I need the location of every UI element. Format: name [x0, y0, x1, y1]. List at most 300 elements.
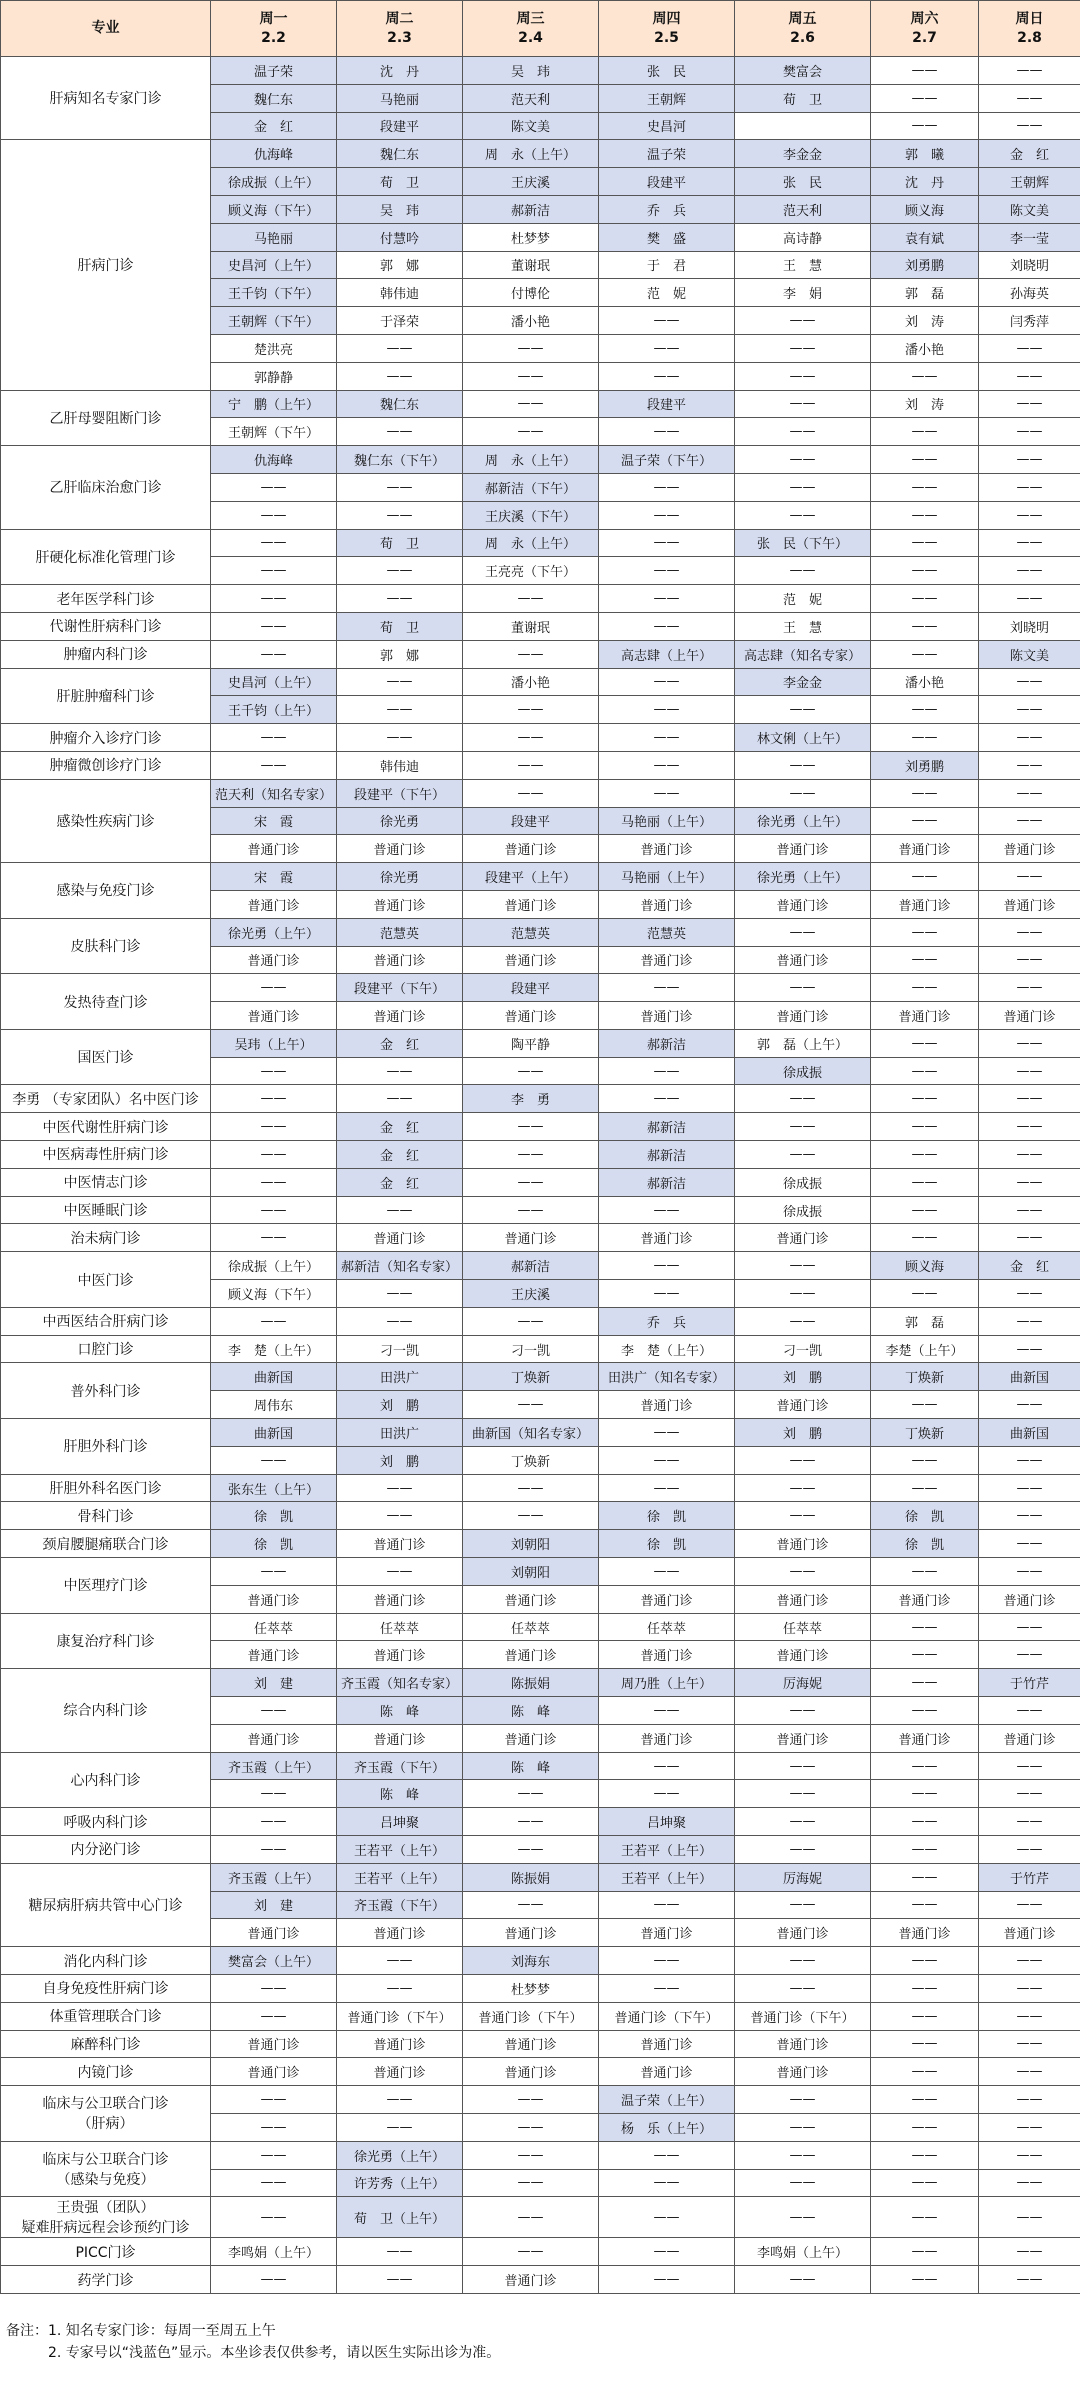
- day-date: 2.4: [518, 29, 543, 46]
- expert-slot: 刘 鹏: [337, 1391, 463, 1419]
- schedule-cell: ——: [979, 724, 1080, 752]
- day-name: 周二: [385, 10, 414, 27]
- table-row: [1, 1836, 1080, 1864]
- schedule-cell: ——: [211, 2141, 337, 2169]
- schedule-cell: 李 楚（上午）: [599, 1335, 735, 1363]
- schedule-cell: ——: [979, 1502, 1080, 1530]
- schedule-cell: ——: [211, 1168, 337, 1196]
- expert-slot: 金 红: [211, 112, 337, 140]
- schedule-cell: ——: [211, 1141, 337, 1169]
- schedule-cell: ——: [337, 1502, 463, 1530]
- expert-slot: 丁焕新: [871, 1419, 979, 1447]
- schedule-cell: ——: [211, 1780, 337, 1808]
- table-row: [1, 2238, 1080, 2266]
- schedule-cell: ——: [599, 2169, 735, 2197]
- specialty-name: 骨科门诊: [1, 1502, 211, 1530]
- schedule-cell: ——: [979, 2266, 1080, 2294]
- schedule-cell: ——: [735, 1891, 871, 1919]
- schedule-cell: 普通门诊: [735, 1641, 871, 1669]
- schedule-cell: ——: [979, 2141, 1080, 2169]
- day-date: 2.2: [261, 29, 286, 46]
- schedule-cell: 李楚（上午）: [871, 1335, 979, 1363]
- schedule-cell: 普通门诊: [463, 1724, 599, 1752]
- schedule-cell: ——: [871, 529, 979, 557]
- schedule-cell: ——: [211, 2002, 337, 2030]
- schedule-cell: 普通门诊: [463, 946, 599, 974]
- schedule-cell: ——: [599, 529, 735, 557]
- expert-slot: 曲新国: [211, 1419, 337, 1447]
- schedule-cell: ——: [599, 724, 735, 752]
- specialty-header: 专业: [1, 1, 211, 57]
- schedule-cell: ——: [979, 1168, 1080, 1196]
- expert-slot: 陈 峰: [337, 1697, 463, 1725]
- schedule-cell: 顾义海（下午）: [211, 1280, 337, 1308]
- schedule-cell: ——: [211, 612, 337, 640]
- specialty-name: 王贵强（团队） 疑难肝病远程会诊预约门诊: [1, 2197, 211, 2238]
- expert-slot: 金 红: [337, 1168, 463, 1196]
- table-row: [1, 1307, 1080, 1335]
- schedule-cell: ——: [871, 557, 979, 585]
- schedule-cell: ——: [979, 1613, 1080, 1641]
- schedule-cell: ——: [735, 446, 871, 474]
- schedule-cell: ——: [463, 2197, 599, 2238]
- schedule-cell: ——: [735, 1307, 871, 1335]
- schedule-cell: ——: [979, 585, 1080, 613]
- expert-slot: 王庆溪（下午）: [463, 501, 599, 529]
- schedule-cell: ——: [979, 751, 1080, 779]
- schedule-cell: ——: [735, 390, 871, 418]
- schedule-cell: 普通门诊: [599, 835, 735, 863]
- schedule-cell: ——: [463, 1808, 599, 1836]
- expert-slot: 齐玉霞（下午）: [337, 1891, 463, 1919]
- schedule-cell: ——: [871, 1280, 979, 1308]
- schedule-cell: ——: [979, 1224, 1080, 1252]
- expert-slot: 魏仁东: [337, 140, 463, 168]
- schedule-cell: ——: [735, 1252, 871, 1280]
- day-header-mon: [211, 1, 337, 57]
- day-date: 2.8: [1017, 29, 1042, 46]
- schedule-cell: 普通门诊: [871, 1919, 979, 1947]
- schedule-cell: ——: [871, 112, 979, 140]
- table-row: [1, 2141, 1080, 2169]
- schedule-cell: ——: [337, 2113, 463, 2141]
- expert-slot: 吕坤聚: [337, 1808, 463, 1836]
- table-row: [1, 57, 1080, 85]
- expert-slot: 王若平（上午）: [337, 1836, 463, 1864]
- specialty-name: 乙肝临床治愈门诊: [1, 446, 211, 529]
- schedule-cell: 普通门诊: [599, 1641, 735, 1669]
- expert-slot: 徐 凯: [211, 1530, 337, 1558]
- expert-slot: 刘 鹏: [337, 1446, 463, 1474]
- schedule-cell: ——: [337, 1474, 463, 1502]
- schedule-cell: 普通门诊: [463, 1919, 599, 1947]
- schedule-cell: ——: [979, 2030, 1080, 2058]
- schedule-cell: ——: [871, 1863, 979, 1891]
- expert-slot: 陈文美: [979, 195, 1080, 223]
- day-date: 2.7: [912, 29, 937, 46]
- schedule-cell: ——: [735, 1780, 871, 1808]
- schedule-cell: 普通门诊: [211, 1002, 337, 1030]
- specialty-name: 糖尿病肝病共管中心门诊: [1, 1863, 211, 1946]
- specialty-name: 颈肩腰腿痛联合门诊: [1, 1530, 211, 1558]
- schedule-cell: ——: [211, 2086, 337, 2114]
- specialty-name: 感染性疾病门诊: [1, 779, 211, 862]
- schedule-cell: 普通门诊: [599, 946, 735, 974]
- schedule-cell: 普通门诊: [337, 2030, 463, 2058]
- schedule-cell: ——: [979, 974, 1080, 1002]
- schedule-cell: 普通门诊: [599, 890, 735, 918]
- specialty-name: 中医情志门诊: [1, 1168, 211, 1196]
- schedule-cell: ——: [337, 1057, 463, 1085]
- schedule-cell: ——: [599, 2238, 735, 2266]
- schedule-cell: ——: [211, 557, 337, 585]
- expert-slot: 齐玉霞（上午）: [211, 1863, 337, 1891]
- schedule-cell: ——: [979, 1029, 1080, 1057]
- expert-slot: 张 民（下午）: [735, 529, 871, 557]
- schedule-cell: ——: [979, 57, 1080, 85]
- schedule-cell: ——: [979, 779, 1080, 807]
- schedule-cell: 普通门诊: [871, 1002, 979, 1030]
- schedule-cell: ——: [599, 1558, 735, 1586]
- specialty-name: 乙肝母婴阻断门诊: [1, 390, 211, 446]
- schedule-cell: 董谢珉: [463, 612, 599, 640]
- schedule-cell: ——: [337, 1196, 463, 1224]
- schedule-cell: 普通门诊: [735, 946, 871, 974]
- schedule-cell: 普通门诊: [337, 1224, 463, 1252]
- specialty-name: 临床与公卫联合门诊 （感染与免疫）: [1, 2141, 211, 2197]
- schedule-cell: 刘 涛: [871, 307, 979, 335]
- expert-slot: 马艳丽: [211, 223, 337, 251]
- schedule-cell: ——: [337, 668, 463, 696]
- table-row: [1, 1085, 1080, 1113]
- schedule-cell: ——: [979, 1641, 1080, 1669]
- expert-slot: 田洪广: [337, 1419, 463, 1447]
- schedule-cell: ——: [211, 974, 337, 1002]
- schedule-cell: 普通门诊: [337, 890, 463, 918]
- schedule-cell: ——: [871, 946, 979, 974]
- day-header-wed: [463, 1, 599, 57]
- schedule-cell: ——: [337, 473, 463, 501]
- schedule-cell: 王 慧: [735, 251, 871, 279]
- expert-slot: 徐光勇（上午）: [211, 918, 337, 946]
- schedule-cell: ——: [871, 1057, 979, 1085]
- schedule-cell: ——: [871, 362, 979, 390]
- schedule-cell: 楚洪亮: [211, 334, 337, 362]
- schedule-cell: ——: [979, 1697, 1080, 1725]
- schedule-cell: ——: [463, 1307, 599, 1335]
- expert-slot: 曲新国: [211, 1363, 337, 1391]
- schedule-cell: ——: [337, 557, 463, 585]
- expert-slot: 厉海妮: [735, 1863, 871, 1891]
- schedule-cell: ——: [337, 2238, 463, 2266]
- schedule-cell: ——: [599, 1196, 735, 1224]
- expert-slot: 范慧英: [599, 918, 735, 946]
- specialty-name: 普外科门诊: [1, 1363, 211, 1419]
- specialty-name: 感染与免疫门诊: [1, 863, 211, 919]
- expert-slot: 徐 凯: [871, 1502, 979, 1530]
- schedule-cell: 孙海英: [979, 279, 1080, 307]
- schedule-cell: ——: [871, 2169, 979, 2197]
- expert-slot: 温子荣: [599, 140, 735, 168]
- schedule-cell: ——: [735, 1141, 871, 1169]
- expert-slot: 李 勇: [463, 1085, 599, 1113]
- expert-slot: 李金金: [735, 668, 871, 696]
- schedule-cell: ——: [211, 1808, 337, 1836]
- schedule-cell: 普通门诊: [599, 1585, 735, 1613]
- expert-slot: 郝新洁（知名专家）: [337, 1252, 463, 1280]
- schedule-cell: ——: [463, 1391, 599, 1419]
- schedule-cell: ——: [979, 1057, 1080, 1085]
- schedule-cell: 李鸣娟（上午）: [211, 2238, 337, 2266]
- footnote-line-2: 2. 专家号以“浅蓝色”显示。本坐诊表仅供参考，请以医生实际出诊为准。: [48, 2345, 501, 2361]
- schedule-cell: ——: [599, 1891, 735, 1919]
- schedule-cell: ——: [979, 1891, 1080, 1919]
- schedule-cell: ——: [979, 863, 1080, 891]
- expert-slot: 吴玮（上午）: [211, 1029, 337, 1057]
- schedule-cell: ——: [979, 1446, 1080, 1474]
- schedule-cell: 普通门诊: [735, 1391, 871, 1419]
- schedule-cell: ——: [735, 1974, 871, 2002]
- specialty-name: 心内科门诊: [1, 1752, 211, 1808]
- expert-slot: 张 民: [735, 168, 871, 196]
- schedule-cell: ——: [463, 696, 599, 724]
- schedule-cell: ——: [463, 2238, 599, 2266]
- schedule-cell: 杜梦梦: [463, 223, 599, 251]
- table-row: [1, 2266, 1080, 2294]
- schedule-cell: ——: [463, 418, 599, 446]
- expert-slot: 徐 凯: [211, 1502, 337, 1530]
- schedule-cell: ——: [735, 1113, 871, 1141]
- schedule-cell: 普通门诊: [735, 1530, 871, 1558]
- schedule-cell: ——: [979, 1196, 1080, 1224]
- day-name: 周一: [259, 10, 288, 27]
- expert-slot: 温子荣（下午）: [599, 446, 735, 474]
- table-row: [1, 2086, 1080, 2114]
- schedule-cell: ——: [735, 2086, 871, 2114]
- schedule-cell: ——: [979, 1391, 1080, 1419]
- schedule-cell: 普通门诊: [337, 946, 463, 974]
- expert-slot: 吕坤聚: [599, 1808, 735, 1836]
- table-row: [1, 529, 1080, 557]
- schedule-cell: 普通门诊: [599, 2058, 735, 2086]
- schedule-cell: 普通门诊: [871, 890, 979, 918]
- schedule-cell: 普通门诊: [599, 1391, 735, 1419]
- specialty-name: 综合内科门诊: [1, 1669, 211, 1752]
- expert-slot: 齐玉霞（上午）: [211, 1752, 337, 1780]
- schedule-cell: 普通门诊: [871, 1585, 979, 1613]
- specialty-name: PICC门诊: [1, 2238, 211, 2266]
- schedule-cell: 普通门诊: [599, 1224, 735, 1252]
- schedule-cell: ——: [979, 2113, 1080, 2141]
- expert-slot: 史昌河（上午）: [211, 668, 337, 696]
- specialty-name: 临床与公卫联合门诊 （肝病）: [1, 2086, 211, 2142]
- expert-slot: 段建平: [463, 807, 599, 835]
- expert-slot: 刘朝阳: [463, 1558, 599, 1586]
- schedule-cell: ——: [979, 1085, 1080, 1113]
- schedule-cell: 李鸣娟（上午）: [735, 2238, 871, 2266]
- schedule-cell: 普通门诊: [735, 1724, 871, 1752]
- schedule-cell: ——: [211, 1196, 337, 1224]
- schedule-cell: ——: [463, 1780, 599, 1808]
- specialty-name: 体重管理联合门诊: [1, 2002, 211, 2030]
- specialty-name: 中医理疗门诊: [1, 1558, 211, 1614]
- expert-slot: 徐 凯: [599, 1530, 735, 1558]
- expert-slot: 丁焕新: [463, 1363, 599, 1391]
- expert-slot: 仇海峰: [211, 446, 337, 474]
- schedule-cell: 于泽荣: [337, 307, 463, 335]
- schedule-cell: 任萃萃: [735, 1613, 871, 1641]
- table-row: [1, 1335, 1080, 1363]
- schedule-cell: ——: [599, 1780, 735, 1808]
- schedule-cell: ——: [599, 668, 735, 696]
- expert-slot: 徐光勇（上午）: [337, 2141, 463, 2169]
- schedule-cell: ——: [463, 724, 599, 752]
- specialty-name: 呼吸内科门诊: [1, 1808, 211, 1836]
- schedule-cell: ——: [979, 807, 1080, 835]
- schedule-cell: ——: [337, 334, 463, 362]
- schedule-cell: ——: [599, 2141, 735, 2169]
- expert-slot: 徐 凯: [599, 1502, 735, 1530]
- schedule-cell: ——: [871, 1641, 979, 1669]
- schedule-cell: ——: [211, 1974, 337, 2002]
- schedule-cell: 普通门诊: [735, 835, 871, 863]
- schedule-cell: ——: [979, 1307, 1080, 1335]
- schedule-cell: ——: [979, 362, 1080, 390]
- table-row: [1, 446, 1080, 474]
- schedule-cell: 普通门诊: [979, 1724, 1080, 1752]
- expert-slot: 王千钧（下午）: [211, 279, 337, 307]
- schedule-cell: 李 娟: [735, 279, 871, 307]
- schedule-cell: 刘晓明: [979, 251, 1080, 279]
- expert-slot: 陈 峰: [337, 1780, 463, 1808]
- specialty-name: 肝病门诊: [1, 140, 211, 390]
- expert-slot: 段建平: [599, 168, 735, 196]
- expert-slot: 周 永（上午）: [463, 446, 599, 474]
- schedule-cell: 徐成振（上午）: [211, 1252, 337, 1280]
- schedule-cell: ——: [599, 2197, 735, 2238]
- expert-slot: 陈文美: [979, 640, 1080, 668]
- day-date: 2.6: [790, 29, 815, 46]
- specialty-name: 肿瘤介入诊疗门诊: [1, 724, 211, 752]
- table-row: [1, 1863, 1080, 1891]
- schedule-cell: 任萃萃: [463, 1613, 599, 1641]
- expert-slot: 付慧吟: [337, 223, 463, 251]
- expert-slot: 徐光勇: [337, 863, 463, 891]
- schedule-cell: 普通门诊: [463, 2058, 599, 2086]
- schedule-cell: 普通门诊（下午）: [337, 2002, 463, 2030]
- schedule-cell: ——: [871, 1446, 979, 1474]
- specialty-name: 中医睡眠门诊: [1, 1196, 211, 1224]
- schedule-cell: 普通门诊: [979, 890, 1080, 918]
- schedule-cell: 高诗静: [735, 223, 871, 251]
- expert-slot: 郝新洁: [599, 1168, 735, 1196]
- expert-slot: 厉海妮: [735, 1669, 871, 1697]
- schedule-cell: ——: [463, 1168, 599, 1196]
- schedule-cell: ——: [211, 1446, 337, 1474]
- schedule-cell: ——: [735, 307, 871, 335]
- expert-slot: 魏仁东: [337, 390, 463, 418]
- schedule-cell: ——: [735, 557, 871, 585]
- schedule-cell: ——: [735, 2169, 871, 2197]
- table-row: [1, 2197, 1080, 2238]
- schedule-cell: ——: [871, 1141, 979, 1169]
- table-row: [1, 1141, 1080, 1169]
- expert-slot: 马艳丽（上午）: [599, 863, 735, 891]
- schedule-cell: ——: [871, 1780, 979, 1808]
- schedule-cell: 普通门诊: [211, 1919, 337, 1947]
- schedule-cell: ——: [979, 84, 1080, 112]
- schedule-cell: ——: [211, 1057, 337, 1085]
- table-row: [1, 751, 1080, 779]
- schedule-cell: 韩伟迪: [337, 751, 463, 779]
- schedule-cell: 潘小艳: [463, 668, 599, 696]
- schedule-cell: ——: [979, 1780, 1080, 1808]
- schedule-cell: ——: [871, 1836, 979, 1864]
- schedule-cell: ——: [871, 1669, 979, 1697]
- schedule-cell: ——: [463, 1836, 599, 1864]
- specialty-name: 皮肤科门诊: [1, 918, 211, 974]
- schedule-cell: ——: [463, 1474, 599, 1502]
- schedule-cell: ——: [463, 362, 599, 390]
- schedule-cell: ——: [463, 2113, 599, 2141]
- expert-slot: 范天利（知名专家）: [211, 779, 337, 807]
- expert-slot: 樊富会（上午）: [211, 1947, 337, 1975]
- expert-slot: 陈振娟: [463, 1669, 599, 1697]
- schedule-cell: ——: [735, 1474, 871, 1502]
- expert-slot: 徐成振（上午）: [211, 168, 337, 196]
- schedule-cell: ——: [599, 1474, 735, 1502]
- schedule-cell: ——: [735, 974, 871, 1002]
- schedule-cell: 普通门诊: [463, 1585, 599, 1613]
- expert-slot: 刘 鹏: [735, 1363, 871, 1391]
- schedule-cell: ——: [337, 1974, 463, 2002]
- schedule-cell: 普通门诊: [463, 1002, 599, 1030]
- schedule-cell: ——: [211, 1697, 337, 1725]
- table-row: [1, 2002, 1080, 2030]
- expert-slot: 陈 峰: [463, 1697, 599, 1725]
- day-name: 周六: [910, 10, 939, 27]
- schedule-cell: ——: [463, 779, 599, 807]
- expert-slot: 段建平: [599, 390, 735, 418]
- expert-slot: 陈文美: [463, 112, 599, 140]
- specialty-name: 肝硬化标准化管理门诊: [1, 529, 211, 585]
- schedule-cell: ——: [211, 473, 337, 501]
- day-name: 周日: [1015, 10, 1044, 27]
- schedule-cell: ——: [871, 1085, 979, 1113]
- schedule-cell: ——: [979, 2169, 1080, 2197]
- schedule-cell: 任萃萃: [211, 1613, 337, 1641]
- schedule-cell: ——: [871, 1808, 979, 1836]
- schedule-cell: ——: [463, 2141, 599, 2169]
- expert-slot: 郝新洁: [463, 1252, 599, 1280]
- day-date: 2.3: [387, 29, 412, 46]
- schedule-cell: 普通门诊: [871, 835, 979, 863]
- day-name: 周四: [652, 10, 681, 27]
- schedule-cell: ——: [871, 501, 979, 529]
- schedule-cell: ——: [871, 1974, 979, 2002]
- expert-slot: 高志肆（上午）: [599, 640, 735, 668]
- schedule-cell: ——: [979, 446, 1080, 474]
- schedule-cell: ——: [735, 418, 871, 446]
- schedule-cell: ——: [979, 2058, 1080, 2086]
- expert-slot: 张东生（上午）: [211, 1474, 337, 1502]
- schedule-cell: ——: [463, 1113, 599, 1141]
- schedule-cell: 普通门诊: [337, 835, 463, 863]
- table-row: [1, 1502, 1080, 1530]
- expert-slot: 顾义海: [871, 195, 979, 223]
- schedule-cell: 普通门诊: [337, 1724, 463, 1752]
- schedule-cell: 郭 磊（上午）: [735, 1029, 871, 1057]
